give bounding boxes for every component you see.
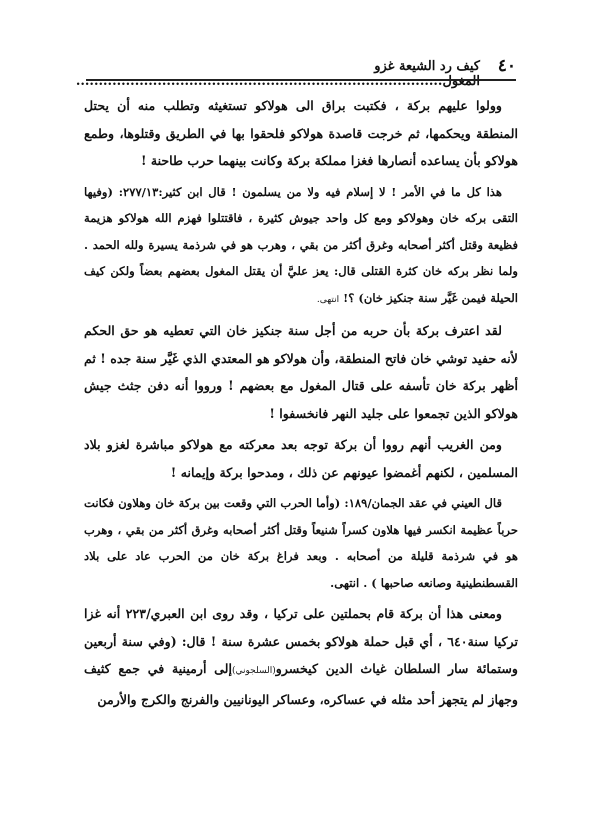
paragraph-3: لقد اعترف بركة بأن حربه من أجل سنة جنكيز خان التي تعطيه هو حق الحكم لأنه حفيد توشي خان فاتح المنطقة، وأن هولاكو هو المعتدي الذي غَيَّر سنة جده ! ثم أظهر بركة خان تأسفه على قتال المغول مع بعضهم ! ورووا أنه دفن جثث جيش هولاكو الذين تجمعوا على جليد النهر فانخسفوا ! (84, 323, 518, 421)
paragraph-6-text: ومعنى هذا أن بركة قام بحملتين على تركيا ، وقد روى ابن العبري/٢٢٣ أنه غزا تركيا سنة٦٤٠ ، أي قبل حملة هولاكو بخمس عشرة سنة ! قال: (وفي سنة أربعين وستمائة سار السلطان غياث الدين كيخسرو (84, 606, 518, 676)
paragraph-4: ومن الغريب أنهم رووا أن بركة توجه بعد معركته مع هولاكو مباشرة لغزو بلاد المسلمين ، لكنهم أغمضوا عيونهم عن ذلك ، ومدحوا بركة وإيمانه ! (84, 437, 518, 480)
paragraph-6 (84, 600, 518, 713)
quote-ibn-kathir (84, 179, 518, 314)
running-title: كيف رد الشيعة غزو المغول................................................................................. (75, 59, 480, 89)
paragraph-1: وولوا عليهم بركة ، فكتبت براق الى هولاكو تستغيثه وتطلب منه أن يحتل المنطقة ويحكمها، ثم خرجت قاصدة هولاكو فلحقوا بها في الطريق وقتلوها، وطمع هولاكو بأن يساعده أنصارها فغزا مملكة بركة وكانت بينهما حرب طاحنة ! (84, 98, 518, 168)
paragraph-6-text-continued: إلى أرمينية في جمع كثيف وجهاز لم يتجهز أحد مثله في عساكره، وعساكر اليونانيين والفرنج والكرج والأرمن (84, 661, 518, 707)
running-header (75, 56, 516, 89)
header-rule (86, 79, 516, 81)
quote-ibn-kathir-text: هذا كل ما في الأمر ! لا إسلام فيه ولا من يسلمون ! قال ابن كثير:٢٧٧/١٣: (وفيها التقى بركه خان وهولاكو ومع كل واحد جيوش كثيرة ، فاقتتلوا فهزم الله هولاكو هزيمة فظيعة وقتل أكثر أصحابه وغرق أكثر من بقي ، وهرب هو في شرذمة يسيرة ولله الحمد . ولما نظر بركه خان كثرة القتلى قال: يعز عليَّ أن يقتل المغول بعضهم بعضاً ولكن كيف الحيلة فيمن غَيَّر سنة جنكيز خان) ؟! (84, 184, 518, 305)
page-body (84, 92, 518, 792)
page-number: ٤٠ (497, 56, 516, 76)
paragraph-6-note: (السلجوني) (232, 666, 276, 676)
running-title-text: كيف رد الشيعة غزو المغول (374, 59, 480, 89)
quote-al-ayni: قال العيني في عقد الجمان/١٨٩: (وأما الحرب التي وقعت بين بركة خان وهلاون فكانت حرباً عظيمة انكسر فيها هلاون كسراً شنيعاً وقتل أكثر أصحابه وغرق أكثر من بقي ، وهرب هو في شرذمة قليلة من أصحابه . وبعد فراغ بركة خان من الحرب عاد على بلاد القسطنطينية وصانعه صاحبها ) . انتهى. (84, 496, 518, 590)
quote-end-marker: انتهى. (316, 294, 340, 305)
